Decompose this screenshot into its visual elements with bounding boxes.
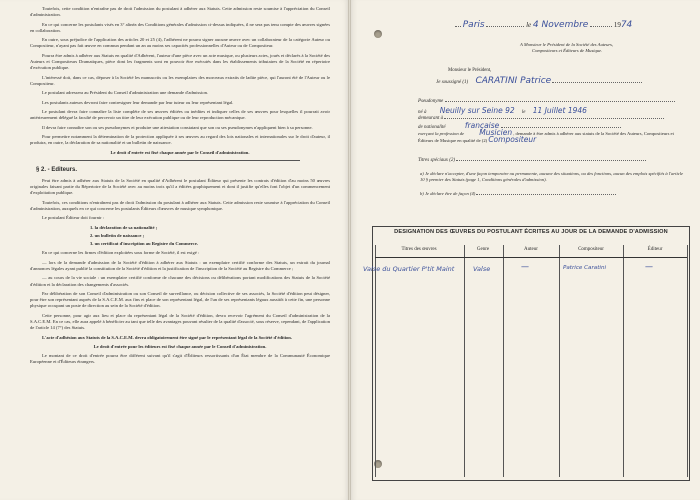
year-prefix: 19 bbox=[613, 21, 621, 29]
name-row bbox=[418, 78, 688, 86]
paragraph: En ce qui concerne les postulants visés en 3° alinéa des Conditions générales d'admission ci-dessus indiquées, il ne sera pas tenu compte des œuvres signées en collaboration. bbox=[30, 21, 330, 33]
column-genre bbox=[463, 245, 504, 477]
nationality-field: française bbox=[464, 121, 500, 130]
paragraph: — au cours de la vie sociale : un exemplaire certifié conforme de chacune des décisions ou délibérations portant modifications des Statuts de la Société d'édition et la déclaration des changements d'associés. bbox=[30, 275, 330, 287]
section-title: § 2. - Editeurs. bbox=[36, 166, 78, 173]
declaration-b bbox=[420, 191, 685, 197]
paragraph: Le postulant devra faire connaître la liste complète de ses œuvres éditées ou inédites et indiquer celles de ses œuvres pour lesquelles il pourrait avoir antérieurement délégué la faculté de percevoir un titre de leur exécution publique ou de leur reproduction mécanique. bbox=[30, 108, 330, 121]
table-header-cell: Compositeur bbox=[578, 247, 604, 252]
pseudonym-row bbox=[418, 98, 688, 105]
birthdate-field: 11 Juillet 1946 bbox=[532, 106, 587, 115]
date-line bbox=[455, 20, 675, 30]
paragraph: Toutefois, ces conditions n'entraînent pas de droit l'admission du postulant à adhérer aux Statuts. Cette admission reste soumise à l'appréciation du Conseil d'administration, auxquels en ce qui concerne les postulants Éditeurs d'œuvres de musique symphonique. bbox=[30, 199, 330, 211]
address-line: Compositeurs et Éditeurs de Musique. bbox=[532, 48, 603, 54]
profession-row bbox=[418, 130, 688, 145]
year-field: 74 bbox=[620, 20, 633, 30]
paragraph: — lors de la demande d'admission de la Société d'édition à adhérer aux Statuts : un exemplaire certifié conforme des Statuts, un extrait du journal d'annonces légales ayant publié la constitution de la Société d'édition et la justification de l'inscription de la Société au Registre du Commerce ; bbox=[30, 259, 330, 271]
date-field: 4 Novembre bbox=[532, 20, 589, 30]
paragraph: L'acte d'adhésion aux Statuts de la S.A.C.E.M. devra obligatoirement être signé par le représentant légal de la Société d'édition. bbox=[42, 334, 293, 340]
entry-fee-note: Le droit d'entrée pour les éditeurs est fixé chaque année par le Conseil d'administration. bbox=[93, 343, 267, 349]
list-item: 1. la déclaration de sa nationalité ; bbox=[90, 224, 158, 230]
entry-fee-note: Le droit d'entrée est fixé chaque année par le Conseil d'administration. bbox=[110, 149, 250, 155]
list-item: 3. un certificat d'inscription au Registre du Commerce. bbox=[90, 241, 198, 247]
quality-field: Compositeur bbox=[488, 135, 537, 145]
je-soussigne-label: Je soussigné (1) bbox=[436, 80, 469, 85]
punch-hole bbox=[374, 30, 382, 38]
application-text: , demande à être admis à adhérer aux statuts de la Société des Auteurs, Compositeurs et Éditeurs de Musique en qualité de (2) bbox=[418, 131, 674, 144]
divider bbox=[60, 160, 300, 161]
paragraph: Pour permettre notamment la détermination de la protection appliquée à ses œuvres au regard des lois nationales et internationales sur le droit d'auteur, il produira, en outre, la déclaration de sa nationalité et un bulletin de naissance. bbox=[30, 133, 330, 146]
paragraph: Le postulant Éditeur doit fournir : bbox=[42, 215, 105, 221]
table-cell-editeur: — bbox=[645, 262, 653, 271]
requirements-list bbox=[30, 225, 330, 248]
paragraph: L'intéressé doit, dans ce cas, déposer à la Société les manuscrits ou les exemplaires des morceaux extraits de ladite pièce, qui l'auront été de l'Auteur ou le Compositeur. bbox=[30, 74, 330, 86]
left-text-column bbox=[30, 6, 330, 369]
profession-field: Musicien bbox=[479, 128, 513, 137]
declaration-b-text: b) Je déclare être de façon (4) bbox=[420, 191, 476, 196]
table-cell-compositeur: Patrice Caratini bbox=[563, 265, 607, 271]
name-field: CARATINI Patrice bbox=[475, 76, 552, 86]
table-cell-genre: Valse bbox=[473, 265, 491, 273]
paragraph: En ce qui concerne les firmes d'édition exploitées sous forme de Société, il est exigé : bbox=[42, 250, 200, 256]
paragraph: Pourra être admis à adhérer aux Statuts en qualité d'Adhérent, l'auteur d'une pièce avec un acte musique, ou plusieurs actes, joués et déclarés à la Société des Auteurs et Compositeurs Dramatiques, pièce dont les fragments sont en pouvoir être exécutés dans les établissements tributaires de la Société en répertoire d'exécution publique. bbox=[30, 52, 330, 71]
applicant-form bbox=[418, 67, 688, 74]
addressee bbox=[520, 42, 690, 55]
column-auteur bbox=[503, 245, 560, 477]
works-table-title: DESIGNATION DES ŒUVRES DU POSTULANT ÉCRITES AU JOUR DE LA DEMANDE D'ADMISSION bbox=[394, 229, 668, 235]
ne-label: né à bbox=[418, 110, 427, 115]
le-label: le bbox=[521, 110, 526, 115]
pseudonyme-label: Pseudonyme bbox=[418, 99, 444, 104]
table-header-cell: Genre bbox=[476, 247, 490, 252]
table-cell-auteur: — bbox=[521, 262, 529, 271]
birthplace-field: Neuilly sur Seine 92 bbox=[439, 106, 515, 115]
salutation: Monsieur le Président, bbox=[448, 68, 492, 73]
page-fold bbox=[348, 0, 351, 500]
address-line: A Monsieur le Président de la Société des Auteurs, bbox=[520, 42, 614, 47]
table-header-cell: Éditeur bbox=[647, 247, 663, 252]
column-titres bbox=[375, 245, 465, 477]
works-table bbox=[363, 245, 687, 477]
paragraph: Peut être admis à adhérer aux Statuts de la Société en qualité d'Adhérent le postulant Éditeur qui présente les contrats d'édition d'au moins 50 œuvres originales faisant partie du Répertoire de la Société avec au moins trois qu'il a éditées graphiquement et dont il justifie qu'elles font l'objet d'un commencement d'exploitation publique. bbox=[30, 177, 330, 196]
paragraph: Le montant de ce droit d'entrée pourra être différent suivant qu'il s'agit d'Éditeurs ressortissants d'un État membre de la Communauté Économique Européenne et d'Éditeurs étrangers. bbox=[30, 353, 330, 365]
paragraph: Par délibération de son Conseil d'administration ou son Conseil de surveillance, ou décision collective de ses associés, la Société d'édition peut désigner, pour être son représentant auprès de la S.A.C.E.M. aux fins et place de son représentant légal, de l'un de ses représentants légaux aussitôt à cette fin, une personne physique occupant un poste de direction au sein de la Société d'édition. bbox=[30, 290, 330, 309]
nationalite-label: de nationalité bbox=[418, 125, 446, 130]
paragraph: Il devra faire connaître son ou ses pseudonymes et produire une attestation constatant que son ou ses pseudonymes n'appliquent bien à sa personne. bbox=[42, 124, 313, 130]
city-field: Paris bbox=[462, 20, 485, 30]
table-cell-title: Valse du Quartier P'tit Maint bbox=[363, 265, 455, 273]
paragraph: Le postulant adressera au Président du Conseil d'administration une demande d'admission. bbox=[42, 90, 209, 96]
paragraph: Les postulants auteurs devront faire contresigner leur demande par leur tuteur ou leur représentant légal. bbox=[42, 99, 234, 105]
titres-label: Titres spéciaux (2) bbox=[418, 158, 456, 163]
declaration-a: a) Je déclare n'accepter, d'une façon temporaire ou permanente, aucune des situations, ou des fonctions, aucun des emplois spécifiés à l'article 10 § premier des Statuts (page 1, Conditions générales d'admission). bbox=[420, 171, 684, 183]
paragraph: En outre, sous préjudice de l'application des articles 20 et 25 (4), l'adhérent ne pourra signer aucune œuvre avec un collaborateur de la catégorie Auteur ou Compositeur, n'ayant pas fait œuvre en commun pendant un an au moins ses capacités professionnelles d'Auteur ou de Compositeur. bbox=[30, 37, 330, 49]
demeurant-label: demeurant à bbox=[418, 116, 444, 121]
column-compositeur bbox=[559, 245, 624, 477]
table-header-cell: Auteur bbox=[524, 247, 538, 252]
column-editeur bbox=[623, 245, 688, 477]
profession-label: exerçant la profession de bbox=[418, 131, 465, 136]
titles-row bbox=[418, 157, 688, 164]
le-label: le bbox=[526, 21, 532, 29]
table-header-cell: Titres des œuvres bbox=[401, 247, 437, 252]
paragraph: Cette personne, pour agir aux lieu et place du représentant légal de la Société d'édition, devra recevoir l'agrément du Conseil d'administration de la S.A.C.E.M. En ce cas, elle aura appelé à bénéficier au tant que telle des avantages pouvant résulter de la qualité d'associé, sous réserve, cependant, de l'application de l'article 14 (7°) des Statuts. bbox=[30, 312, 330, 331]
list-item: 2. un bulletin de naissance ; bbox=[90, 232, 145, 238]
paragraph: Toutefois, cette condition n'entraîne pas de droit l'admission du postulant à adhérer aux Statuts. Cette admission reste soumise à l'appréciation du Conseil d'administration. bbox=[30, 6, 330, 18]
